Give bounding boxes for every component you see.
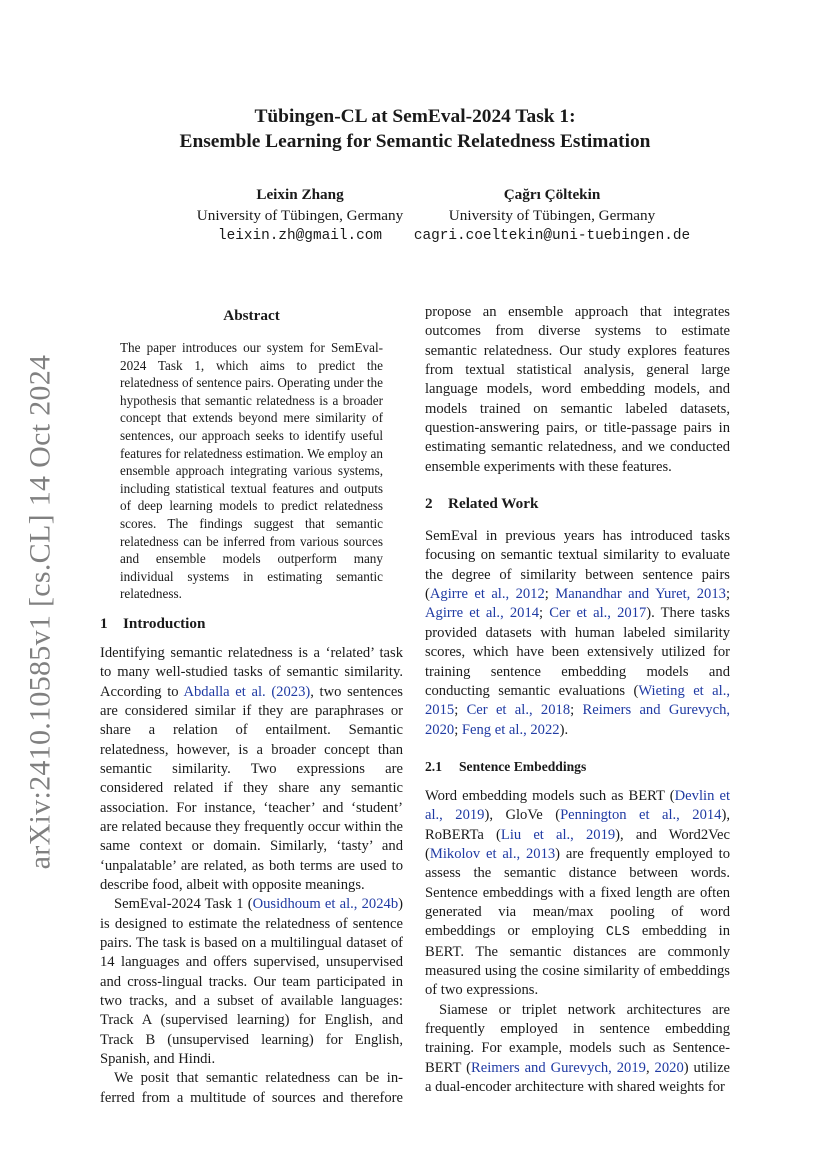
body-text: ), and Word2Vec ( <box>425 826 731 862</box>
citation-link[interactable]: 2020 <box>654 1059 684 1076</box>
body-text: , <box>645 1059 655 1076</box>
body-text: Word embedding models such as BERT ( <box>425 787 675 804</box>
body-text: ; <box>539 605 550 622</box>
title-line-1: Tübingen-CL at SemEval-2024 Task 1: <box>254 106 576 127</box>
intro-paragraph-1 <box>100 644 403 895</box>
body-text: ; <box>454 702 467 719</box>
sentence-embeddings-paragraph-2 <box>425 1001 730 1098</box>
body-text: ferred from a multitude of sources and therefore <box>100 1089 403 1106</box>
related-work-paragraph-1 <box>425 527 730 740</box>
title-line-2: Ensemble Learning for Semantic Relatedness Estimation <box>179 131 651 152</box>
body-text: ; <box>725 586 730 603</box>
citation-link[interactable]: Ousidhoum et al., 2024b <box>252 896 399 913</box>
citation-link[interactable]: Cer et al., 2018 <box>466 702 571 719</box>
citation-link[interactable]: Agirre et al., 2012 <box>429 586 545 603</box>
body-text: ; <box>544 586 556 603</box>
section-heading-related-work <box>425 494 730 514</box>
subsection-number: 2.1 <box>425 758 442 774</box>
intro-paragraph-3-start <box>100 1069 403 1108</box>
author-affiliation: University of Tübingen, Germany <box>448 206 656 224</box>
section-title: Related Work <box>448 495 539 513</box>
body-text: ; <box>570 702 583 719</box>
body-text: We posit that semantic relatedness can be in- <box>114 1070 403 1087</box>
author-email[interactable]: cagri.coeltekin@uni-tuebingen.de <box>413 228 691 244</box>
citation-link[interactable]: Agirre et al., 2014 <box>425 605 540 622</box>
author-affiliation: University of Tübingen, Germany <box>196 206 404 224</box>
body-text: SemEval in previous years has introduced tasks focusing on semantic textual similarity to evaluate the degree of similarity between sentence pairs ( <box>425 528 730 603</box>
body-text: embedding in BERT. The semantic distances are commonly measured using the cosine similarity of embeddings of two expressions. <box>425 923 730 999</box>
subsection-heading-sentence-embeddings <box>425 758 730 776</box>
citation-link[interactable]: Cer et al., 2017 <box>549 605 647 622</box>
citation-link[interactable]: Wieting et al., 2015 <box>425 682 730 719</box>
body-text: ), RoBERTa ( <box>425 807 730 843</box>
inline-code: CLS <box>605 925 630 941</box>
citation-link[interactable]: Reimers and Gurevych, 2019 <box>470 1059 646 1076</box>
citation-link[interactable]: Pennington et al., 2014 <box>560 807 722 824</box>
abstract-heading: Abstract <box>223 307 280 324</box>
section-number: 2 <box>425 495 433 513</box>
left-column <box>100 306 403 1108</box>
paper-title <box>100 104 730 154</box>
citation-link[interactable]: Abdalla et al. (2023) <box>183 683 311 700</box>
author-block-2 <box>402 185 702 247</box>
citation-link[interactable]: Liu et al., 2019 <box>500 826 616 843</box>
arxiv-identifier-stamp <box>17 354 63 870</box>
body-text: ; <box>454 721 462 738</box>
right-column <box>425 303 730 1097</box>
citation-link[interactable]: Reimers and Gurevych, 2020 <box>425 702 731 738</box>
section-number: 1 <box>100 614 108 632</box>
body-text: Siamese or triplet network architectures are frequently employed in sentence embedding training. For example, models such as Sentence-BERT ( <box>425 1001 730 1076</box>
abstract-text: The paper introduces our system for SemEval-2024 Task 1, which aims to predict the relatedness of sentence pairs. Operating under the hypothesis that semantic relatedness is a broader concept that extends beyond mere similarity of sentences, our approach seeks to identify useful features for relatedness estimation. We employ an ensemble approach integrating various systems, including statistical textual features and outputs of deep learning models to predict relatedness scores. The findings suggest that semantic relatedness can be inferred from various sources and ensemble models outperform many individual systems in estimating semantic relatedness. <box>120 340 383 602</box>
author-name: Leixin Zhang <box>256 186 344 203</box>
body-text: ) are frequently employed to assess the semantic distance between words. Sentence embeddings with a fixed length are often generated via mean/max pooling of word embeddings or employing <box>425 845 730 940</box>
intro-paragraph-3-continued: propose an ensemble approach that integrates outcomes from diverse systems to estimate semantic relatedness. Our study explores features from textual statistical analysis, general large language models, word embedding models, and models trained on semantic labeled datasets, question-answering pairs, or title-passage pairs in estimating semantic relatedness, and we conducted ensemble experiments with these features. <box>425 304 730 475</box>
citation-link[interactable]: Mikolov et al., 2013 <box>429 845 556 862</box>
citation-link[interactable]: Devlin et al., 2019 <box>425 787 731 824</box>
sentence-embeddings-paragraph-1 <box>425 787 730 1001</box>
author-email[interactable]: leixin.zh@gmail.com <box>217 228 383 244</box>
body-text: ), GloVe ( <box>484 807 561 824</box>
body-text: ). <box>559 721 569 738</box>
body-text: SemEval-2024 Task 1 ( <box>114 896 253 913</box>
body-text: , two sentences are considered similar if they are paraphrases or share a relation of entailment. Semantic relatedness, however, is a broader concept than semantic similarity. Two expressions are considered related if they share any semantic association. For instance, ‘teacher’ and ‘student’ are related because they frequently occur within the same context or domain. Similarly, ‘tasty’ and ‘unpalatable’ are related, as both terms are used to describe food, albeit with opposite meanings. <box>100 683 403 894</box>
intro-paragraph-2 <box>100 895 403 1069</box>
body-text: ) utilize a dual-encoder architecture with shared weights for <box>425 1059 731 1096</box>
arxiv-id: arXiv:2410.10585v1 [cs.CL] 14 Oct 2024 <box>23 354 57 870</box>
body-text: ) is designed to estimate the relatedness of sentence pairs. The task is based on a multilingual dataset of 14 languages and offers supervised, unsupervised and cross-lingual tracks. Our team participated in two tracks, and a subset of available languages: Track A (supervised learning) for English, and Track B (unsupervised learning) for English, Spanish, and Hindi. <box>100 896 403 1068</box>
subsection-title: Sentence Embeddings <box>459 758 587 774</box>
body-text: ). There tasks provided datasets with human labeled similarity scores, which have been extensively utilized for training sentence embedding models and conducting semantic evaluations ( <box>425 605 730 699</box>
body-text: Identifying semantic relatedness is a ‘related’ task to many well-studied tasks of semantic similarity. According to <box>100 644 403 700</box>
author-name: Çağrı Çöltekin <box>503 186 601 203</box>
citation-link[interactable]: Feng et al., 2022 <box>461 721 560 738</box>
section-title: Introduction <box>123 614 206 632</box>
section-heading-introduction <box>100 614 403 634</box>
citation-link[interactable]: Manandhar and Yuret, 2013 <box>555 586 726 603</box>
